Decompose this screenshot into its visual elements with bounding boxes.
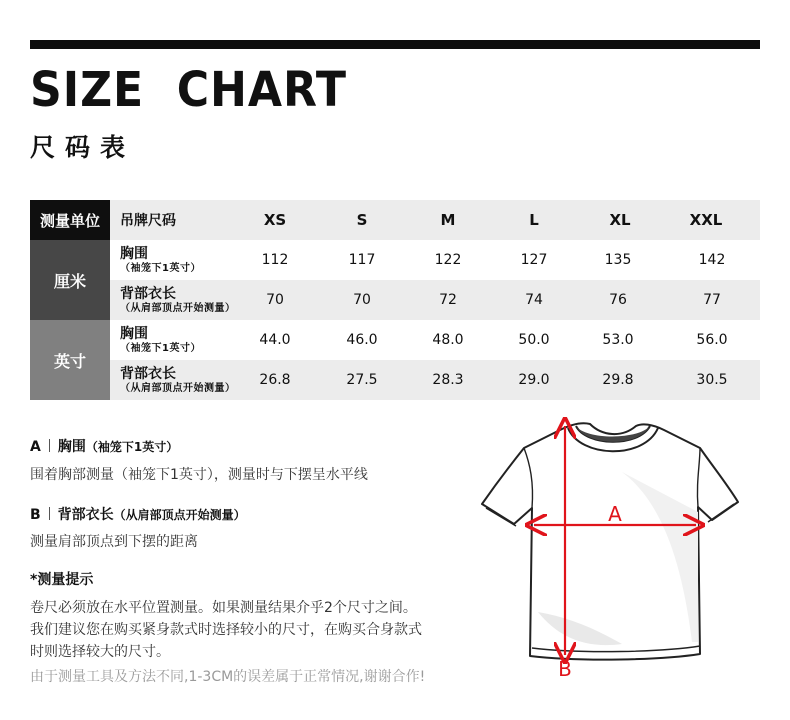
divider (49, 507, 50, 520)
tshirt-diagram (472, 412, 762, 682)
value-cell: 70 (266, 292, 284, 308)
top-rule (30, 40, 760, 49)
note-a-description: 围着胸部测量（袖笼下1英寸），测量时与下摆呈水平线 (30, 467, 368, 483)
chest-label: A (608, 502, 622, 526)
size-header-xl: XL (609, 211, 631, 229)
value-cell: 29.0 (518, 372, 550, 388)
measure-name: 背部衣长 (120, 285, 176, 302)
value-cell: 76 (609, 292, 627, 308)
tips-line-3: 时则选择较大的尺寸。 (30, 644, 170, 660)
note-a-small: （袖笼下1英寸） (85, 440, 179, 454)
group-label-cm: 厘米 (30, 240, 110, 320)
table-header-row (30, 200, 760, 240)
measure-note: （袖笼下1英寸） (120, 342, 201, 354)
measure-label (120, 240, 260, 280)
table-row (110, 280, 760, 320)
value-cell: 127 (520, 252, 548, 268)
note-b-letter: B (30, 507, 41, 523)
length-label: B (558, 657, 572, 681)
value-cell: 77 (703, 292, 721, 308)
value-cell: 135 (604, 252, 632, 268)
value-cell: 70 (353, 292, 371, 308)
value-cell: 44.0 (259, 332, 291, 348)
value-cell: 53.0 (602, 332, 634, 348)
value-cell: 29.8 (602, 372, 634, 388)
measure-note: （袖笼下1英寸） (120, 262, 201, 274)
measure-name: 胸围 (120, 325, 148, 342)
table-row (110, 240, 760, 280)
value-cell: 48.0 (432, 332, 464, 348)
measure-note: （从肩部顶点开始测量） (120, 302, 236, 314)
value-cell: 142 (698, 252, 726, 268)
value-cell: 46.0 (346, 332, 378, 348)
note-b-small: （从肩部顶点开始测量） (113, 508, 246, 522)
size-header-xs: XS (263, 211, 287, 229)
value-cell: 50.0 (518, 332, 550, 348)
note-b-title: 背部衣长 (57, 507, 114, 523)
group-label-inch: 英寸 (30, 320, 110, 400)
divider (49, 439, 50, 452)
tag-size-header: 吊牌尺码 (120, 213, 176, 229)
value-cell: 72 (439, 292, 457, 308)
page-title: SIZE CHART (30, 62, 347, 118)
tips-title: *测量提示 (30, 572, 94, 588)
note-a-letter: A (30, 439, 41, 455)
measure-note: （从肩部顶点开始测量） (120, 382, 236, 394)
unit-header: 测量单位 (30, 200, 110, 240)
value-cell: 74 (525, 292, 543, 308)
value-cell: 27.5 (346, 372, 378, 388)
size-header-m: M (440, 211, 456, 229)
value-cell: 122 (434, 252, 462, 268)
value-cell: 28.3 (432, 372, 464, 388)
table-row (110, 320, 760, 360)
value-cell: 117 (348, 252, 376, 268)
value-cell: 26.8 (259, 372, 291, 388)
size-header-s: S (356, 211, 368, 229)
disclaimer: 由于测量工具及方法不同,1-3CM的误差属于正常情况,谢谢合作! (30, 669, 426, 685)
measure-label (120, 280, 260, 320)
value-cell: 30.5 (696, 372, 728, 388)
size-header-l: L (529, 211, 539, 229)
measure-name: 背部衣长 (120, 365, 176, 382)
tips-line-2: 我们建议您在购买紧身款式时选择较小的尺寸，在购买合身款式 (30, 622, 422, 638)
measure-name: 胸围 (120, 245, 148, 262)
note-a-title: 胸围 (57, 439, 86, 455)
measure-label (120, 360, 260, 400)
note-b-heading (30, 504, 246, 524)
value-cell: 112 (261, 252, 289, 268)
size-header-xxl: XXL (689, 211, 723, 229)
value-cell: 56.0 (696, 332, 728, 348)
measure-label (120, 320, 260, 360)
note-a-heading (30, 436, 178, 456)
tips-line-1: 卷尺必须放在水平位置测量。如果测量结果介乎2个尺寸之间。 (30, 600, 417, 616)
page-subtitle: 尺码表 (30, 133, 136, 162)
note-b-description: 测量肩部顶点到下摆的距离 (30, 534, 198, 550)
table-row (110, 360, 760, 400)
